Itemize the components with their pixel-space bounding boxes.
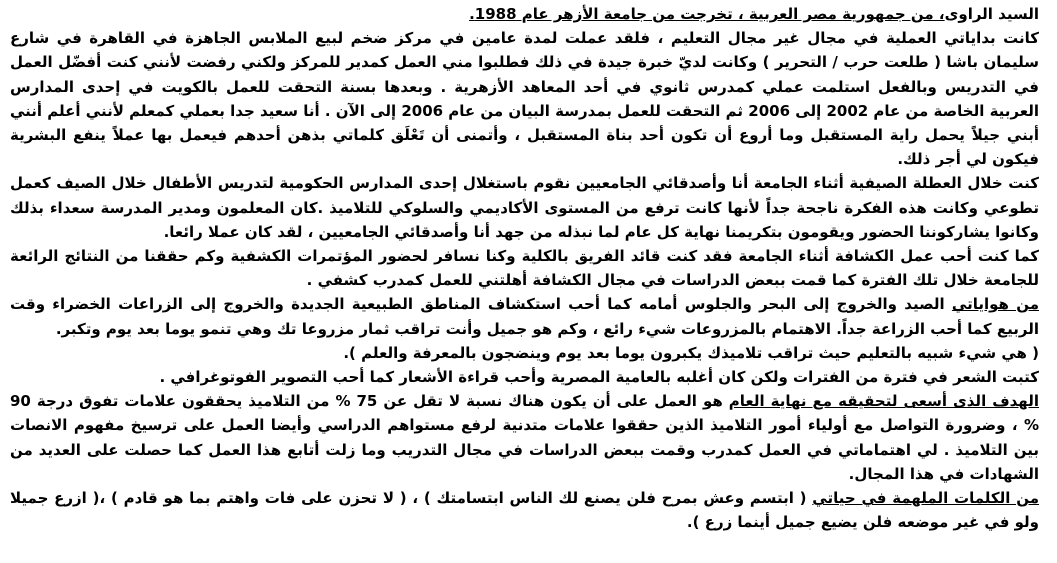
paragraph-scouting: كما كنت أحب عمل الكشافة أثناء الجامعة فقد كنت قائد الفريق بالكلية وكنا نسافر لحضور المؤتمرات الكشفية وكم حققنا من النتائج الرائعة للجامعة خلال تلك الفترة كما قمت ببعض الدراسات في مجال الكشافة أهلتني للعمل كمدرب كشفي . <box>10 247 1039 290</box>
paragraph-hobbies <box>10 292 1039 340</box>
paragraph-quotes <box>10 486 1039 534</box>
title-text: ، من جمهورية مصر العربية ، تخرجت من جامعة الأزهر عام 1988. <box>469 5 945 23</box>
paragraph-career: كانت بداياتي العملية في مجال غير مجال التعليم ، فلقد عملت لمدة عامين في مركز ضخم لبيع الملابس الجاهزة في القاهرة في شارع سليمان باشا ( طلعت حرب / التحرير ) وكانت لديّ خبرة جيدة في ذلك فطلبوا مني العمل كمدير للمركز ولكني رفضت لأنني كنت أفضّل العمل في التدريس وبالفعل استلمت عملي كمدرس ثانوي في أحد المعاهد الأزهرية . وبعدها بسنة التحقت للعمل بالكويت في إحدى المدارس العربية الخاصة من عام 2002 إلى 2006 ثم التحقت للعمل بمدرسة البيان من عام 2006 إلى الآن . أنا سعيد جدا بعملي كمعلم لأنني أعلم أنني أبني جيلاً يحمل راية المستقبل وما أروع أن تكون أحد بناة المستقبل ، وأتمنى أن تَعْلَق كلماتي بذهن أحدهم فيعمل بها عملاً ينفع البشرية فيكون لي أجر ذلك. <box>10 29 1039 169</box>
paragraph-volunteering: كنت خلال العطلة الصيفية أثناء الجامعة أنا وأصدقائي الجامعيين نقوم باستغلال إحدى المدارس الحكومية لتدريس الأطفال خلال الصيف كعمل تطوعي وكانت هذه الفكرة ناجحة جداً لأنها كانت ترفع من المستوى الأكاديمي والسلوكي للتلاميذ .كان المعلمون ومدير المدرسة سعداء بذلك وكانوا يشاركوننا الحضور ويقومون بتكريمنا نهاية كل عام لما نبذله من جهد أنا وأصدقائي الجامعيين ، لقد كان عملا رائعا. <box>10 174 1039 241</box>
paragraph-hobbies-note: ( هي شيء شبيه بالتعليم حيث تراقب تلاميذك يكبرون يوما بعد يوم وينضجون بالمعرفة والعلم ). <box>343 343 1039 362</box>
goal-label: الهدف الذى أسعى لتحقيقه مع نهاية العام <box>728 392 1039 411</box>
paragraph-poetry: كتبت الشعر في فترة من الفترات ولكن كان أغلبه بالعامية المصرية وأحب قراءة الأشعار كما أحب التصوير الفوتوغرافي . <box>159 368 1039 387</box>
author-name: السيد الراوى <box>944 5 1039 23</box>
hobbies-label: من هواياتي <box>951 295 1039 314</box>
paragraph-goal <box>10 389 1039 486</box>
goal-text: هو العمل على أن يكون هناك نسبة لا تقل عن 75 % من التلاميذ يحققون علامات تفوق درجة 90 % ، وضرورة التواصل مع أولياء أمور التلاميذ الذين حققوا علامات متدنية لرفع مستواهم الدراسي وأيضا العمل على ترسيخ مفهوم الانصات بين التلاميذ . لي اهتماماتي في العمل كمدرب وقمت ببعض الدراسات في مجال التدريب وما زلت أتابع هذا العمل كما حصلت على العديد من الشهادات في هذا المجال. <box>10 392 1039 483</box>
title-line <box>10 2 1039 26</box>
hobbies-text: الصيد والخروج إلى البحر والجلوس أمامه كما أحب استكشاف المناطق الطبيعية الجديدة والخروج إلى الزراعات الخضراء وقت الربيع كما أحب الزراعة جداً. الاهتمام بالمزروعات شيء رائع ، وكم هو جميل وأنت تراقب ثمار مزروعا تك وهي تنمو يوما بعد يوم وتكبر. <box>10 295 1039 338</box>
quotes-label: من الكلمات الملهمة في حياتي <box>812 489 1040 508</box>
quotes-text: ( ابتسم وعش بمرح فلن يصنع لك الناس ابتسامتك ) ، ( لا تحزن على فات واهتم بما هو قادم ) ،( ازرع جميلا ولو في غير موضعه فلن يضيع جميل أينما زرع ). <box>10 489 1039 532</box>
